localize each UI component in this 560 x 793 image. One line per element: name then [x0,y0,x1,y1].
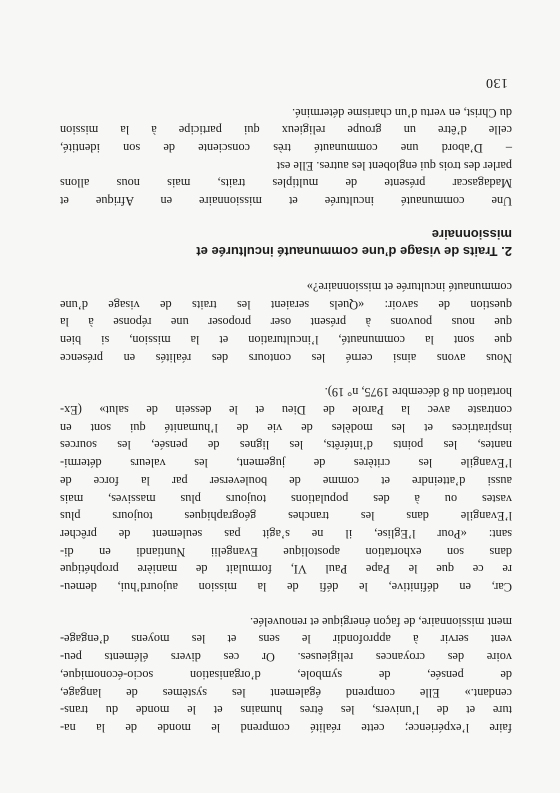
paragraph-gap [60,260,512,277]
text-line: hortation du 8 décembre 1975, n° 19). [324,385,512,400]
text-line: l’Evangile les critères de jugement, les valeurs détermi- [60,456,512,471]
paragraph-culture-definition [60,612,512,736]
text-line: voire des croyances religieuses. Or ces divers éléments peu- [60,650,512,665]
text-line: ment missionnaire, de façon énergique et renouvelée. [249,614,512,629]
text-line: aussi d’atteindre et comme de bouleverser par la force de [60,473,512,488]
heading-line: missionnaire [431,227,512,243]
paragraph-gap [60,366,512,383]
text-line: vastes ou à des populations toujours plus massives, mais [60,491,512,506]
text-line: – D’abord une communauté très consciente de son identité, [60,141,512,156]
text-line: cendant.» Elle comprend également les systèmes de langage, [60,685,512,700]
text-line: Car, en définitive, le défi de la mission aujourd’hui, demeu- [60,580,512,595]
text-line: ture et de l’univers, les êtres humains et le monde du trans- [60,703,512,718]
paragraph-mission-challenge [60,383,512,595]
text-line: question de savoir: «Quels seraient les traits de visage d’une [60,297,512,312]
text-line: Madagascar présente de multiples traits, mais nous allons [60,176,512,191]
text-line: faire l’expérience; cette réalité comprend le monde de la na- [60,721,512,735]
text-line: l’Evangile dans les tranches géographiques toujours plus [60,509,512,524]
text-line: du Christ, en vertu d’un charisme déterminé. [292,105,512,120]
text-line: celle d’être un groupe religieux qui participe à la mission [60,123,512,138]
paragraph-gap [60,595,512,612]
paragraph-contours [60,277,512,366]
paragraph-gap [60,209,512,226]
text-line: re ce que le Pape Paul VI, formulait de manière prophétique [60,562,512,577]
heading-line: 2. Traits de visage d’une communauté inculturée et [196,244,512,260]
text-line: parler des trois qui englobent les autres. Elle est [276,158,512,173]
paragraph-traits [60,103,512,209]
text-line: que nous pouvons à présent oser proposer une réponse à la [60,315,512,330]
text-line: contraste avec la Parole de Dieu et le dessein de salut» (Ex- [60,403,512,418]
page-body [60,103,512,736]
text-line: inspiratrices et les modèles de vie de l’humanité qui sont en [60,420,512,435]
text-line: que sont la communauté, l’inculturation et la mission, si bien [60,332,512,347]
text-line: communauté inculturée et missionnaire?» [306,279,512,294]
text-line: de pensée, de symbole, d’organisation socio-économique, [60,667,512,682]
section-heading [60,226,512,260]
text-line: vent servir à approfondir le sens et les moyens d’engage- [60,632,512,647]
text-line: dans son exhortation apostolique Evangelii Nuntiandi en di- [60,544,512,559]
text-line: nantes, les points d’intérêts, les lignes de pensée, les sources [60,438,512,453]
page-number: 130 [485,75,508,90]
text-line: Nous avons ainsi cerné les contours des réalités en présence [60,350,512,365]
text-line: sant: «Pour l’Eglise, il ne s’agit pas seulement de prêcher [60,526,512,541]
text-line: Une communauté inculturée et missionnaire en Afrique et [60,194,512,209]
